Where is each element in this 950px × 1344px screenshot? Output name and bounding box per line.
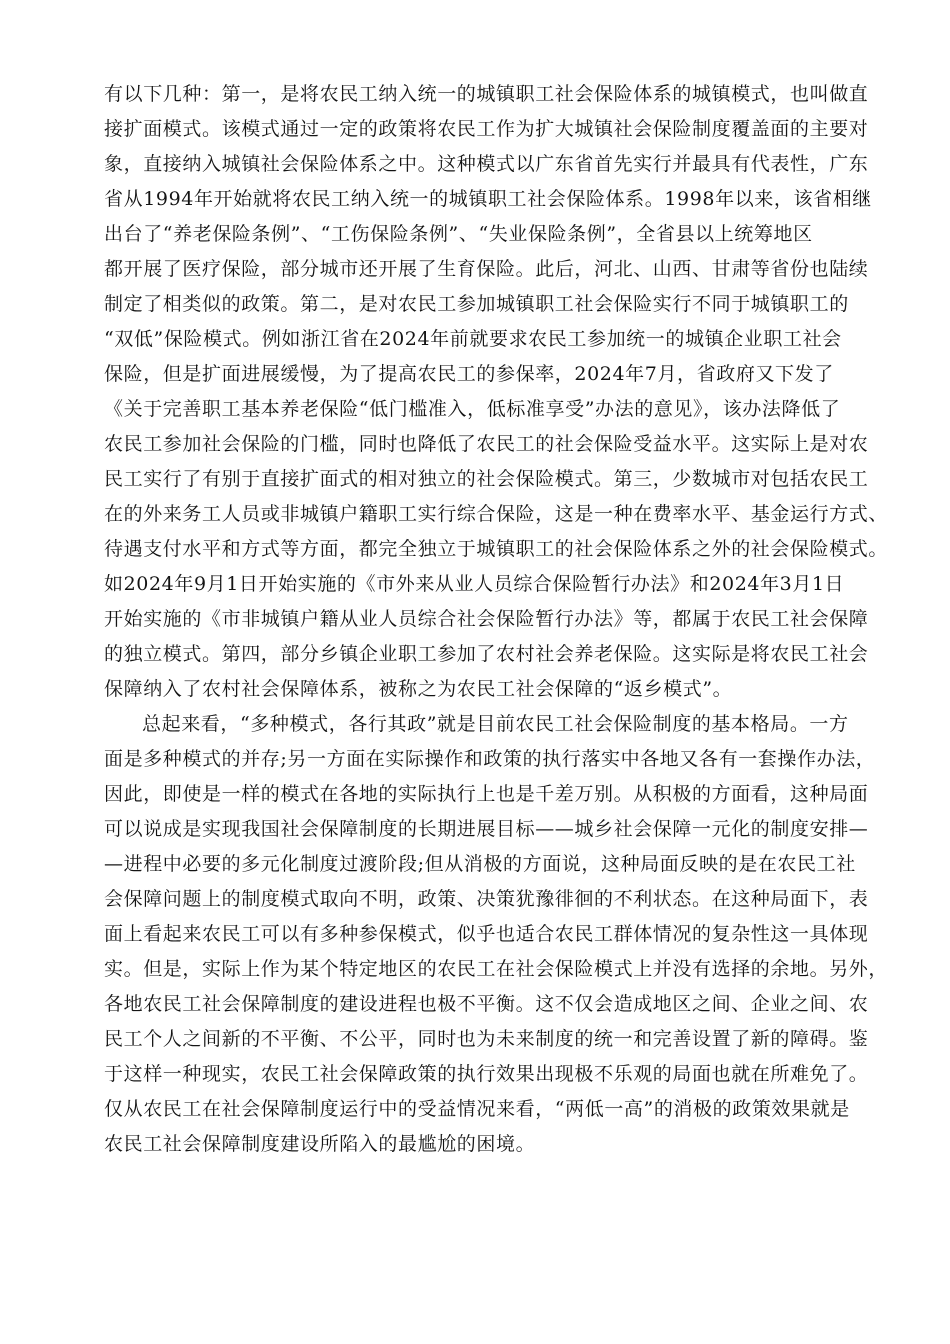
text-line: 出台了“养老保险条例”、“工伤保险条例”、“失业保险条例”，全省县以上统筹地区 <box>104 223 813 245</box>
text-line: 可以说成是实现我国社会保障制度的长期进展目标——城乡社会保障一元化的制度安排— <box>104 818 869 840</box>
text-line: 有以下几种：第一，是将农民工纳入统一的城镇职工社会保险体系的城镇模式，也叫做直 <box>104 83 869 105</box>
text-line: “双低”保险模式。例如浙江省在2024年前就要求农民工参加统一的城镇企业职工社会 <box>104 328 842 350</box>
text-line: 待遇支付水平和方式等方面，都完全独立于城镇职工的社会保险体系之外的社会保险模式。 <box>104 538 889 560</box>
text-line: 民工个人之间新的不平衡、不公平，同时也为未来制度的统一和完善设置了新的障碍。鉴 <box>104 1028 869 1050</box>
text-line: 省从1994年开始就将农民工纳入统一的城镇职工社会保险体系。1998年以来，该省相继 <box>104 188 872 210</box>
text-line: 会保障问题上的制度模式取向不明，政策、决策犹豫徘徊的不利状态。在这种局面下，表 <box>104 888 869 910</box>
text-line: 如2024年9月1日开始实施的《市外来从业人员综合保险暂行办法》和2024年3月1日 <box>104 573 845 595</box>
text-line: 保险，但是扩面进展缓慢，为了提高农民工的参保率，2024年7月，省政府又下发了 <box>104 363 834 385</box>
text-line: 开始实施的《市非城镇户籍从业人员综合社会保险暂行办法》等，都属于农民工社会保障 <box>104 608 869 630</box>
text-line: 保障纳入了农村社会保障体系，被称之为农民工社会保障的“返乡模式”。 <box>104 678 733 700</box>
paragraph-first-line: 总起来看，“多种模式，各行其政”就是目前农民工社会保险制度的基本格局。一方 <box>142 713 849 735</box>
text-line: 面是多种模式的并存;另一方面在实际操作和政策的执行落实中各地又各有一套操作办法， <box>104 748 876 770</box>
text-line: 农民工社会保障制度建设所陷入的最尴尬的困境。 <box>104 1133 536 1155</box>
text-line: 在的外来务工人员或非城镇户籍职工实行综合保险，这是一种在费率水平、基金运行方式、 <box>104 503 889 525</box>
text-line: 制定了相类似的政策。第二，是对农民工参加城镇职工社会保险实行不同于城镇职工的 <box>104 293 849 315</box>
text-line: —进程中必要的多元化制度过渡阶段;但从消极的方面说，这种局面反映的是在农民工社 <box>104 853 856 875</box>
text-line: 仅从农民工在社会保障制度运行中的受益情况来看，“两低一高”的消极的政策效果就是 <box>104 1098 850 1120</box>
text-line: 的独立模式。第四，部分乡镇企业职工参加了农村社会养老保险。这实际是将农民工社会 <box>104 643 869 665</box>
text-line: 民工实行了有别于直接扩面式的相对独立的社会保险模式。第三，少数城市对包括农民工 <box>104 468 869 490</box>
text-line: 各地农民工社会保障制度的建设进程也极不平衡。这不仅会造成地区之间、企业之间、农 <box>104 993 869 1015</box>
text-line: 象，直接纳入城镇社会保险体系之中。这种模式以广东省首先实行并最具有代表性，广东 <box>104 153 869 175</box>
text-line: 于这样一种现实，农民工社会保障政策的执行效果出现极不乐观的局面也就在所难免了。 <box>104 1063 869 1085</box>
text-line: 农民工参加社会保险的门槛，同时也降低了农民工的社会保险受益水平。这实际上是对农 <box>104 433 869 455</box>
text-line: 实。但是，实际上作为某个特定地区的农民工在社会保险模式上并没有选择的余地。另外， <box>104 958 889 980</box>
text-line: 因此，即使是一样的模式在各地的实际执行上也是千差万别。从积极的方面看，这种局面 <box>104 783 869 805</box>
text-line: 都开展了医疗保险，部分城市还开展了生育保险。此后，河北、山西、甘肃等省份也陆续 <box>104 258 869 280</box>
text-line: 接扩面模式。该模式通过一定的政策将农民工作为扩大城镇社会保险制度覆盖面的主要对 <box>104 118 869 140</box>
text-line: 《关于完善职工基本养老保险“低门槛准入，低标准享受”办法的意见》，该办法降低了 <box>104 398 841 420</box>
text-line: 面上看起来农民工可以有多种参保模式，似乎也适合农民工群体情况的复杂性这一具体现 <box>104 923 869 945</box>
